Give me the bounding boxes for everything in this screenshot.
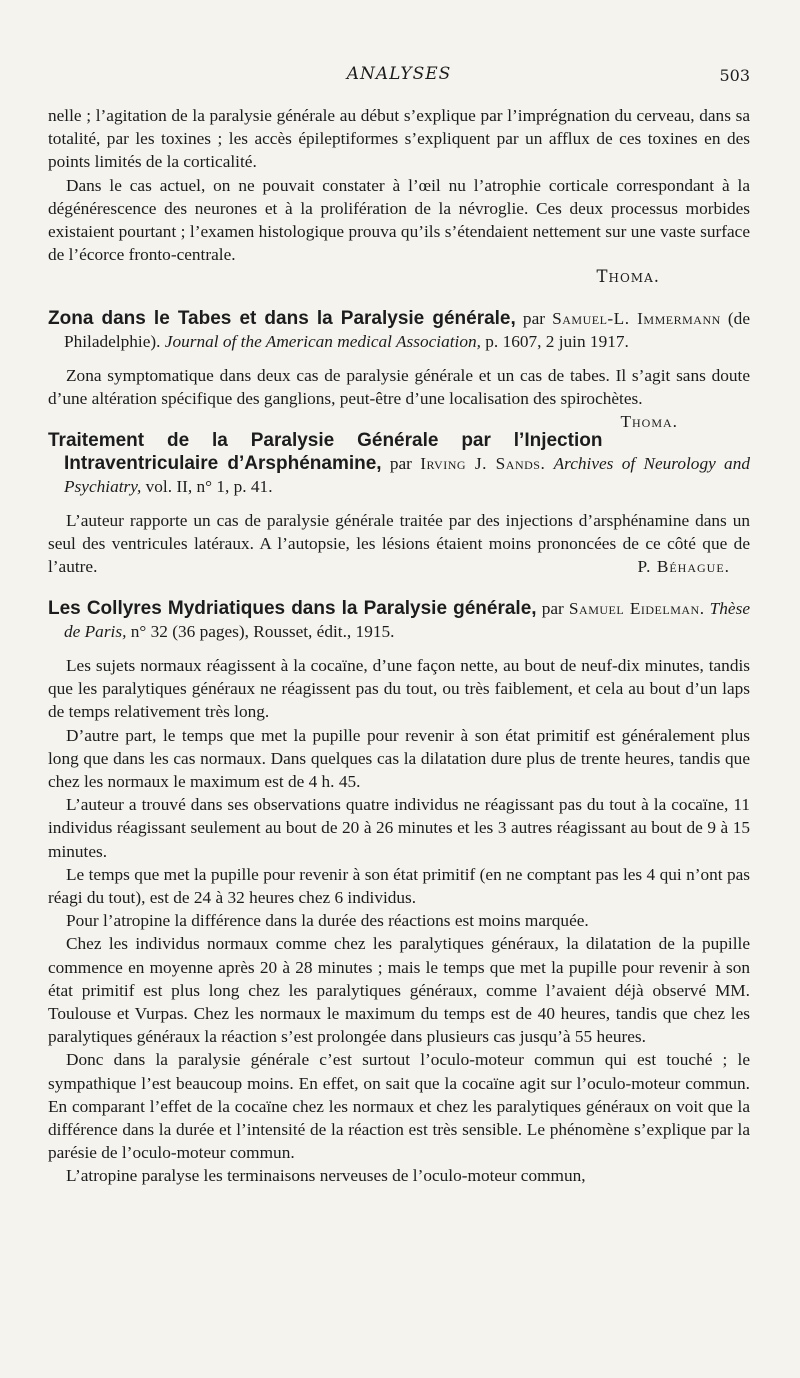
article-zona-signature: Thoma. <box>620 412 678 432</box>
article-arsphenamine-signature: P. Béhague. <box>637 557 730 577</box>
running-title: ANALYSES <box>346 64 452 84</box>
article-collyres-ref: n° 32 (36 pages), Rousset, édit., 1915. <box>130 622 395 642</box>
article-zona-origin: (de Philadelphie). <box>64 309 750 352</box>
article-zona-by: par <box>522 309 545 329</box>
article-arsphenamine-journal: Archives of Neurology and Psychiatry, <box>64 454 750 497</box>
article-arsphenamine-body-text: L’auteur rapporte un cas de paralysie générale traitée par des injections d’arsphénamine dans un seul des ventricules latéraux. A l’autopsie, les lésions étaient moins prononcées de ce côté que de l’autre. <box>48 510 750 577</box>
article-arsphenamine-reference <box>48 430 750 498</box>
article-arsphenamine-body <box>48 509 750 579</box>
article-arsphenamine-title: Traitement de la Paralysie Générale par l’Injection Intraventriculaire d’Arsphénamine, <box>48 430 603 475</box>
article-collyres <box>48 598 750 1187</box>
article-collyres-thesis: Thèse de Paris, <box>64 599 750 642</box>
article-collyres-paragraph-8: L’atropine paralyse les terminaisons nerveuses de l’oculo-moteur commun, <box>66 1166 586 1186</box>
article-arsphenamine-author: Irving J. Sands. <box>420 454 546 474</box>
intro-paragraph-2: Dans le cas actuel, on ne pouvait constater à l’œil nu l’atrophie corticale correspondant à la dégénérescence des neurones et à la prolifération de la névroglie. Ces deux processus morbides existaient pourtant ; l’examen histologique prouva qu’ils s’étendaient nettement sur une vaste surface de l’écorce fronto-centrale. <box>48 175 750 265</box>
article-zona-author: Samuel-L. Immermann <box>552 309 721 329</box>
article-collyres-paragraph-7: Donc dans la paralysie générale c’est surtout l’oculo-moteur commun qui est touché ; le sympathique l’est beaucoup moins. En effet, on sait que la cocaïne agit sur l’oculo-moteur commun. En comparant l’effet de la cocaïne chez les normaux et chez les paralytiques généraux on voit que la différence dans la durée et l’intensité de la réaction est très sensible. Le phénomène s’explique par la parésie de l’oculo-moteur commun. <box>48 1050 750 1163</box>
article-collyres-reference <box>48 598 750 644</box>
article-collyres-paragraph-4: Le temps que met la pupille pour revenir à son état primitif (en ne comptant pas les 4 qui n’ont pas réagi du tout), est de 24 à 32 heures chez 6 individus. <box>48 864 750 908</box>
page-number: 503 <box>719 66 750 85</box>
article-arsphenamine <box>48 430 750 578</box>
article-collyres-paragraph-5: Pour l’atropine la différence dans la durée des réactions est moins marquée. <box>66 911 589 931</box>
running-head <box>48 64 750 88</box>
article-zona <box>48 308 750 432</box>
article-collyres-author: Samuel Eidelman. <box>568 599 705 619</box>
article-collyres-title: Les Collyres Mydriatiques dans la Paralysie générale, <box>48 598 537 620</box>
article-zona-pages: p. 1607, 2 juin 1917. <box>485 332 629 352</box>
article-zona-body <box>48 364 750 432</box>
article-collyres-paragraph-6: Chez les individus normaux comme chez les paralytiques généraux, la dilatation de la pupille commence en moyenne après 20 à 28 minutes ; mais le temps que met la pupille pour revenir à son état primitif est plus long chez les paralytiques généraux, comme l’avaient déjà observé MM. Toulouse et Vurpas. Chez les normaux le maximum du temps est de 40 heures, tandis que chez les paralytiques généraux la réaction s’est prolongée dans plusieurs cas jusqu’à 55 heures. <box>48 934 750 1047</box>
article-arsphenamine-by: par <box>389 454 412 474</box>
intro-signature: Thoma. <box>596 267 660 287</box>
article-zona-title: Zona dans le Tabes et dans la Paralysie générale, <box>48 308 516 330</box>
article-zona-reference <box>48 308 750 354</box>
article-arsphenamine-ref: vol. II, n° 1, p. 41. <box>145 477 273 497</box>
article-collyres-by: par <box>541 599 564 619</box>
article-collyres-paragraph-1: Les sujets normaux réagissent à la cocaïne, d’une façon nette, au bout de neuf-dix minutes, tandis que les paralytiques généraux ne réagissent pas du tout, ou très faiblement, et cela au bout d’un laps de temps relativement très long. <box>48 656 750 722</box>
article-collyres-paragraph-3: L’auteur a trouvé dans ses observations quatre individus ne réagissant pas du tout à la cocaïne, 11 individus réagissant seulement au bout de 20 à 26 minutes et les 3 autres réagissant au bout de 9 à 15 minutes. <box>48 795 750 861</box>
intro-paragraph-1: nelle ; l’agitation de la paralysie générale au début s’explique par l’imprégnation du cerveau, dans sa totalité, par les toxines ; les accès épileptiformes s’expliquent par un afflux de ces toxines en des points limités de la corticalité. <box>48 106 750 172</box>
article-collyres-paragraph-2: D’autre part, le temps que met la pupille pour revenir à son état primitif est généralement plus long que dans les cas normaux. Dans quelques cas la dilatation dure plus de trente heures, tandis que chez les normaux le maximum est de 4 h. 45. <box>48 725 750 792</box>
article-zona-body-text: Zona symptomatique dans deux cas de paralysie générale et un cas de tabes. Il s’agit sans doute d’une altération spécifique des ganglions, peut-être d’une localisation des spirochètes. <box>48 366 750 409</box>
article-zona-journal: Journal of the American medical Association, <box>164 332 481 352</box>
